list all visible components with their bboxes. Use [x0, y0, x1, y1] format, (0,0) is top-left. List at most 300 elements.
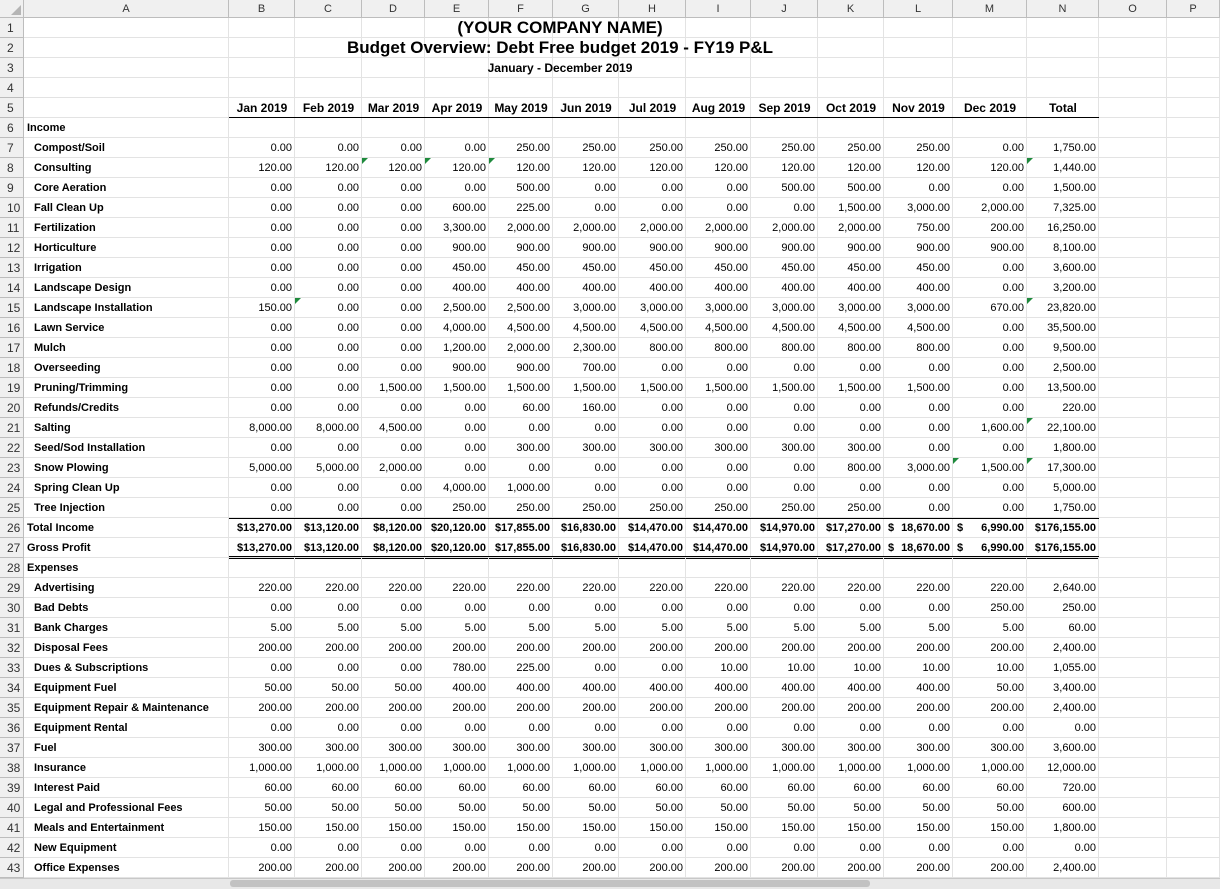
gross-profit-value[interactable]: $13,270.00 — [236, 542, 292, 554]
cell[interactable] — [362, 558, 425, 578]
value-cell[interactable]: 0.00 — [1002, 842, 1024, 854]
cell[interactable] — [1167, 398, 1220, 418]
line-item-label[interactable]: Equipment Rental — [34, 722, 128, 734]
value-cell[interactable]: 0.00 — [661, 422, 683, 434]
value-cell[interactable]: 150.00 — [847, 822, 881, 834]
line-item-label[interactable]: Salting — [34, 422, 71, 434]
value-cell[interactable]: 0.00 — [337, 302, 359, 314]
value-cell[interactable]: 800.00 — [847, 342, 881, 354]
value-cell[interactable]: 0.00 — [928, 422, 950, 434]
value-cell[interactable]: 60.00 — [394, 782, 422, 794]
cell[interactable] — [619, 558, 686, 578]
value-cell[interactable]: 8,000.00 — [249, 422, 292, 434]
value-cell[interactable]: 0.00 — [859, 482, 881, 494]
cell[interactable] — [1167, 438, 1220, 458]
value-cell[interactable]: 4,500.00 — [507, 322, 550, 334]
gross-profit-value[interactable] — [884, 538, 953, 558]
month-header[interactable]: Sep 2019 — [758, 101, 811, 115]
value-cell[interactable]: 60.00 — [331, 782, 359, 794]
cell[interactable] — [1099, 718, 1167, 738]
line-item-label[interactable]: Fertilization — [34, 222, 96, 234]
total-income-value[interactable]: $13,270.00 — [236, 522, 292, 534]
value-cell[interactable]: 500.00 — [847, 182, 881, 194]
value-cell[interactable]: 1,000.00 — [640, 762, 683, 774]
cell[interactable] — [1027, 118, 1099, 138]
cell[interactable] — [1167, 678, 1220, 698]
value-cell[interactable]: 0.00 — [859, 422, 881, 434]
value-cell[interactable]: 300.00 — [582, 442, 616, 454]
line-item-label[interactable]: Equipment Repair & Maintenance — [34, 702, 209, 714]
value-cell[interactable]: 900.00 — [516, 362, 550, 374]
value-cell[interactable]: 0.00 — [1002, 362, 1024, 374]
cell[interactable] — [24, 98, 229, 118]
value-cell[interactable]: 4,500.00 — [705, 322, 748, 334]
value-cell[interactable]: 120.00 — [582, 162, 616, 174]
total-income-value[interactable]: $14,470.00 — [692, 522, 748, 534]
row-header[interactable]: 34 — [0, 678, 24, 698]
value-cell[interactable]: 200.00 — [714, 862, 748, 874]
value-cell[interactable]: 220.00 — [516, 582, 550, 594]
value-cell[interactable]: 4,000.00 — [443, 322, 486, 334]
value-cell[interactable]: 400.00 — [714, 282, 748, 294]
value-cell[interactable]: 0.00 — [337, 502, 359, 514]
month-header[interactable]: Aug 2019 — [691, 101, 746, 115]
line-item-label[interactable]: Pruning/Trimming — [34, 382, 129, 394]
value-cell[interactable]: 1,000.00 — [981, 762, 1024, 774]
value-cell[interactable]: 0.00 — [400, 602, 422, 614]
value-cell[interactable]: 0.00 — [400, 282, 422, 294]
row-header[interactable]: 1 — [0, 18, 24, 38]
cell[interactable] — [1099, 538, 1167, 558]
value-cell[interactable]: 0.00 — [270, 842, 292, 854]
value-cell[interactable]: 5.00 — [726, 622, 748, 634]
value-cell[interactable]: 0.00 — [400, 722, 422, 734]
value-cell[interactable]: 0.00 — [726, 482, 748, 494]
value-cell[interactable]: 0.00 — [661, 602, 683, 614]
value-cell[interactable]: 0.00 — [1002, 402, 1024, 414]
value-cell[interactable]: 3,200.00 — [1053, 282, 1096, 294]
value-cell[interactable]: 1,000.00 — [838, 762, 881, 774]
value-cell[interactable]: 0.00 — [337, 482, 359, 494]
value-cell[interactable]: 5.00 — [594, 622, 616, 634]
value-cell[interactable]: 1,000.00 — [507, 482, 550, 494]
value-cell[interactable]: 0.00 — [793, 602, 815, 614]
value-cell[interactable]: 60.00 — [264, 782, 292, 794]
value-cell[interactable]: 0.00 — [594, 842, 616, 854]
value-cell[interactable]: 0.00 — [726, 722, 748, 734]
row-header[interactable]: 39 — [0, 778, 24, 798]
total-income-value[interactable]: $14,470.00 — [627, 522, 683, 534]
value-cell[interactable]: 4,000.00 — [443, 482, 486, 494]
cell[interactable] — [1099, 158, 1167, 178]
row-header[interactable]: 4 — [0, 78, 24, 98]
gross-profit-value[interactable]: $20,120.00 — [430, 542, 486, 554]
value-cell[interactable]: 0.00 — [661, 462, 683, 474]
value-cell[interactable]: 500.00 — [781, 182, 815, 194]
value-cell[interactable]: 1,500.00 — [838, 202, 881, 214]
value-cell[interactable]: 220.00 — [582, 582, 616, 594]
value-cell[interactable]: 50.00 — [522, 802, 550, 814]
value-cell[interactable]: 50.00 — [394, 682, 422, 694]
value-cell[interactable]: 4,500.00 — [379, 422, 422, 434]
value-cell[interactable]: 5.00 — [859, 622, 881, 634]
value-cell[interactable]: 450.00 — [582, 262, 616, 274]
total-label[interactable]: Total Income — [27, 522, 95, 534]
cell[interactable] — [295, 78, 362, 98]
value-cell[interactable]: 400.00 — [516, 682, 550, 694]
line-item-label[interactable]: Overseeding — [34, 362, 101, 374]
value-cell[interactable]: 0.00 — [464, 402, 486, 414]
cell[interactable] — [1099, 558, 1167, 578]
value-cell[interactable]: 3,300.00 — [443, 222, 486, 234]
cell[interactable] — [1167, 298, 1220, 318]
value-cell[interactable]: 250.00 — [781, 142, 815, 154]
value-cell[interactable]: 300.00 — [714, 442, 748, 454]
month-header[interactable]: Dec 2019 — [963, 101, 1017, 115]
value-cell[interactable]: 200.00 — [452, 702, 486, 714]
cell[interactable] — [1167, 858, 1220, 878]
value-cell[interactable]: 0.00 — [270, 142, 292, 154]
value-cell[interactable]: 200.00 — [990, 702, 1024, 714]
cell[interactable] — [686, 558, 751, 578]
cell[interactable] — [1027, 18, 1099, 38]
total-income-value[interactable]: $17,270.00 — [825, 522, 881, 534]
value-cell[interactable]: 2,400.00 — [1053, 862, 1096, 874]
value-cell[interactable]: 5.00 — [528, 622, 550, 634]
cell[interactable] — [953, 58, 1027, 78]
value-cell[interactable]: 0.00 — [400, 502, 422, 514]
month-header[interactable]: Jan 2019 — [236, 101, 288, 115]
value-cell[interactable]: 0.00 — [400, 182, 422, 194]
value-cell[interactable]: 1,000.00 — [772, 762, 815, 774]
value-cell[interactable]: 200.00 — [582, 642, 616, 654]
value-cell[interactable]: 0.00 — [726, 842, 748, 854]
cell[interactable] — [229, 558, 295, 578]
value-cell[interactable]: 800.00 — [847, 462, 881, 474]
value-cell[interactable]: 0.00 — [400, 202, 422, 214]
cell[interactable] — [1167, 458, 1220, 478]
value-cell[interactable]: 250.00 — [452, 502, 486, 514]
value-cell[interactable]: 0.00 — [337, 842, 359, 854]
cell[interactable] — [751, 118, 818, 138]
value-cell[interactable]: 400.00 — [916, 282, 950, 294]
cell[interactable] — [818, 558, 884, 578]
month-header[interactable]: Mar 2019 — [367, 101, 420, 115]
value-cell[interactable]: 0.00 — [270, 342, 292, 354]
row-header[interactable]: 19 — [0, 378, 24, 398]
column-header-k[interactable]: K — [818, 0, 884, 18]
value-cell[interactable]: 150.00 — [582, 822, 616, 834]
value-cell[interactable]: 0.00 — [400, 302, 422, 314]
value-cell[interactable]: 0.00 — [726, 462, 748, 474]
value-cell[interactable]: 0.00 — [528, 842, 550, 854]
value-cell[interactable]: 300.00 — [990, 742, 1024, 754]
cell[interactable] — [1167, 238, 1220, 258]
value-cell[interactable]: 400.00 — [781, 282, 815, 294]
line-item-label[interactable]: Meals and Entertainment — [34, 822, 165, 834]
row-header[interactable]: 11 — [0, 218, 24, 238]
value-cell[interactable]: 720.00 — [1062, 782, 1096, 794]
value-cell[interactable]: 200.00 — [781, 702, 815, 714]
value-cell[interactable]: 2,000.00 — [379, 462, 422, 474]
gross-profit-value[interactable]: $14,470.00 — [627, 542, 683, 554]
line-item-label[interactable]: Landscape Design — [34, 282, 132, 294]
value-cell[interactable]: 300.00 — [582, 742, 616, 754]
value-cell[interactable]: 3,000.00 — [772, 302, 815, 314]
cell[interactable] — [1167, 778, 1220, 798]
column-header-m[interactable]: M — [953, 0, 1027, 18]
value-cell[interactable]: 3,600.00 — [1053, 742, 1096, 754]
value-cell[interactable]: 150.00 — [781, 822, 815, 834]
row-header[interactable]: 31 — [0, 618, 24, 638]
value-cell[interactable]: 300.00 — [649, 742, 683, 754]
value-cell[interactable]: 200.00 — [516, 862, 550, 874]
row-header[interactable]: 10 — [0, 198, 24, 218]
value-cell[interactable]: 300.00 — [916, 742, 950, 754]
value-cell[interactable]: 900.00 — [649, 242, 683, 254]
row-header[interactable]: 37 — [0, 738, 24, 758]
cell[interactable] — [1099, 118, 1167, 138]
cell[interactable] — [425, 558, 489, 578]
value-cell[interactable]: 1,000.00 — [443, 762, 486, 774]
value-cell[interactable]: 200.00 — [516, 702, 550, 714]
row-header[interactable]: 17 — [0, 338, 24, 358]
column-header-b[interactable]: B — [229, 0, 295, 18]
column-header-i[interactable]: I — [686, 0, 751, 18]
value-cell[interactable]: 0.00 — [337, 142, 359, 154]
value-cell[interactable]: 0.00 — [1002, 382, 1024, 394]
line-item-label[interactable]: Snow Plowing — [34, 462, 109, 474]
value-cell[interactable]: 1,055.00 — [1053, 662, 1096, 674]
cell[interactable] — [1167, 838, 1220, 858]
value-cell[interactable]: 250.00 — [516, 502, 550, 514]
line-item-label[interactable]: Spring Clean Up — [34, 482, 120, 494]
cell[interactable] — [1099, 658, 1167, 678]
cell[interactable] — [1167, 378, 1220, 398]
column-header-e[interactable]: E — [425, 0, 489, 18]
cell[interactable] — [1099, 518, 1167, 538]
value-cell[interactable]: 0.00 — [464, 602, 486, 614]
value-cell[interactable]: 0.00 — [337, 282, 359, 294]
value-cell[interactable]: 0.00 — [859, 842, 881, 854]
value-cell[interactable]: 0.00 — [1002, 342, 1024, 354]
cell[interactable] — [1099, 498, 1167, 518]
total-income-value[interactable]: $8,120.00 — [373, 522, 422, 534]
cell[interactable] — [884, 18, 953, 38]
line-item-label[interactable]: Seed/Sod Installation — [34, 442, 146, 454]
cell[interactable] — [1167, 218, 1220, 238]
cell[interactable] — [1167, 78, 1220, 98]
value-cell[interactable]: 1,000.00 — [379, 762, 422, 774]
value-cell[interactable]: 1,500.00 — [1053, 182, 1096, 194]
value-cell[interactable]: 120.00 — [258, 162, 292, 174]
value-cell[interactable]: 200.00 — [649, 862, 683, 874]
value-cell[interactable]: 0.00 — [270, 502, 292, 514]
value-cell[interactable]: 0.00 — [859, 602, 881, 614]
value-cell[interactable]: 0.00 — [270, 382, 292, 394]
value-cell[interactable]: 0.00 — [270, 262, 292, 274]
column-header-j[interactable]: J — [751, 0, 818, 18]
cell[interactable] — [953, 118, 1027, 138]
value-cell[interactable]: 900.00 — [452, 242, 486, 254]
cell[interactable] — [1167, 338, 1220, 358]
value-cell[interactable]: 220.00 — [258, 582, 292, 594]
value-cell[interactable]: 3,400.00 — [1053, 682, 1096, 694]
cell[interactable] — [1167, 558, 1220, 578]
value-cell[interactable]: 0.00 — [859, 362, 881, 374]
value-cell[interactable]: 50.00 — [787, 802, 815, 814]
value-cell[interactable]: 0.00 — [270, 362, 292, 374]
value-cell[interactable]: 300.00 — [781, 742, 815, 754]
value-cell[interactable]: 300.00 — [781, 442, 815, 454]
value-cell[interactable]: 4,500.00 — [838, 322, 881, 334]
value-cell[interactable]: 150.00 — [452, 822, 486, 834]
value-cell[interactable]: 0.00 — [528, 722, 550, 734]
value-cell[interactable]: 0.00 — [1002, 282, 1024, 294]
value-cell[interactable]: 300.00 — [516, 442, 550, 454]
value-cell[interactable]: 300.00 — [452, 742, 486, 754]
value-cell[interactable]: 5.00 — [464, 622, 486, 634]
value-cell[interactable]: 670.00 — [990, 302, 1024, 314]
value-cell[interactable]: 200.00 — [781, 862, 815, 874]
value-cell[interactable]: 5,000.00 — [316, 462, 359, 474]
value-cell[interactable]: 220.00 — [916, 582, 950, 594]
value-cell[interactable]: 400.00 — [649, 682, 683, 694]
value-cell[interactable]: 5.00 — [928, 622, 950, 634]
cell[interactable] — [229, 118, 295, 138]
cell[interactable] — [1167, 578, 1220, 598]
value-cell[interactable]: 200.00 — [582, 702, 616, 714]
cell[interactable] — [1099, 458, 1167, 478]
cell[interactable] — [1167, 358, 1220, 378]
value-cell[interactable]: 0.00 — [337, 242, 359, 254]
value-cell[interactable]: 5.00 — [400, 622, 422, 634]
value-cell[interactable]: 3,000.00 — [573, 302, 616, 314]
value-cell[interactable]: 0.00 — [400, 442, 422, 454]
cell[interactable] — [1099, 178, 1167, 198]
value-cell[interactable]: 220.00 — [1062, 402, 1096, 414]
value-cell[interactable]: 0.00 — [793, 462, 815, 474]
value-cell[interactable]: 0.00 — [270, 602, 292, 614]
value-cell[interactable]: 800.00 — [781, 342, 815, 354]
cell[interactable] — [1167, 698, 1220, 718]
cell[interactable] — [1099, 758, 1167, 778]
month-header[interactable]: Apr 2019 — [431, 101, 483, 115]
value-cell[interactable]: 200.00 — [990, 222, 1024, 234]
value-cell[interactable]: 5.00 — [793, 622, 815, 634]
value-cell[interactable]: 0.00 — [793, 202, 815, 214]
row-header[interactable]: 32 — [0, 638, 24, 658]
value-cell[interactable]: 0.00 — [337, 362, 359, 374]
value-cell[interactable]: 22,100.00 — [1047, 422, 1096, 434]
value-cell[interactable]: 120.00 — [781, 162, 815, 174]
cell[interactable] — [1027, 58, 1099, 78]
value-cell[interactable]: 200.00 — [388, 862, 422, 874]
value-cell[interactable]: 750.00 — [916, 222, 950, 234]
value-cell[interactable]: 0.00 — [464, 422, 486, 434]
value-cell[interactable]: 250.00 — [990, 602, 1024, 614]
cell[interactable] — [884, 558, 953, 578]
value-cell[interactable]: 0.00 — [594, 662, 616, 674]
value-cell[interactable]: 3,600.00 — [1053, 262, 1096, 274]
value-cell[interactable]: 60.00 — [922, 782, 950, 794]
cell[interactable] — [1099, 238, 1167, 258]
value-cell[interactable]: 1,500.00 — [640, 382, 683, 394]
value-cell[interactable]: 0.00 — [400, 402, 422, 414]
value-cell[interactable]: 3,000.00 — [705, 302, 748, 314]
value-cell[interactable]: 0.00 — [661, 182, 683, 194]
value-cell[interactable]: 400.00 — [649, 282, 683, 294]
value-cell[interactable]: 225.00 — [516, 662, 550, 674]
row-header[interactable]: 2 — [0, 38, 24, 58]
value-cell[interactable]: 160.00 — [582, 402, 616, 414]
cell[interactable] — [1099, 798, 1167, 818]
value-cell[interactable]: 250.00 — [649, 142, 683, 154]
value-cell[interactable]: 50.00 — [655, 802, 683, 814]
cell[interactable] — [1099, 478, 1167, 498]
value-cell[interactable]: 0.00 — [337, 602, 359, 614]
cell[interactable] — [953, 38, 1027, 58]
cell[interactable] — [1099, 78, 1167, 98]
cell[interactable] — [425, 78, 489, 98]
value-cell[interactable]: 50.00 — [264, 682, 292, 694]
value-cell[interactable]: 900.00 — [990, 242, 1024, 254]
value-cell[interactable]: 2,300.00 — [573, 342, 616, 354]
row-header[interactable]: 28 — [0, 558, 24, 578]
value-cell[interactable]: 0.00 — [337, 322, 359, 334]
value-cell[interactable]: 200.00 — [388, 642, 422, 654]
value-cell[interactable]: 0.00 — [928, 502, 950, 514]
cell[interactable] — [1099, 818, 1167, 838]
row-header[interactable]: 29 — [0, 578, 24, 598]
value-cell[interactable]: 2,000.00 — [772, 222, 815, 234]
value-cell[interactable]: 1,500.00 — [443, 382, 486, 394]
line-item-label[interactable]: Fall Clean Up — [34, 202, 104, 214]
value-cell[interactable]: 700.00 — [582, 362, 616, 374]
cell[interactable] — [1167, 258, 1220, 278]
cell[interactable] — [1099, 638, 1167, 658]
value-cell[interactable]: 2,000.00 — [507, 342, 550, 354]
value-cell[interactable]: 0.00 — [1002, 182, 1024, 194]
row-header[interactable]: 20 — [0, 398, 24, 418]
cell[interactable] — [1167, 658, 1220, 678]
value-cell[interactable]: 0.00 — [726, 422, 748, 434]
horizontal-scrollbar[interactable] — [0, 878, 1220, 889]
value-cell[interactable]: 250.00 — [1062, 602, 1096, 614]
value-cell[interactable]: 0.00 — [270, 442, 292, 454]
line-item-label[interactable]: Consulting — [34, 162, 92, 174]
value-cell[interactable]: 1,000.00 — [507, 762, 550, 774]
value-cell[interactable]: 300.00 — [325, 742, 359, 754]
cell[interactable] — [425, 118, 489, 138]
line-item-label[interactable]: Compost/Soil — [34, 142, 105, 154]
value-cell[interactable]: 1,500.00 — [772, 382, 815, 394]
value-cell[interactable]: 0.00 — [594, 602, 616, 614]
value-cell[interactable]: 120.00 — [516, 162, 550, 174]
value-cell[interactable]: 1,200.00 — [443, 342, 486, 354]
value-cell[interactable]: 23,820.00 — [1047, 302, 1096, 314]
cell[interactable] — [884, 78, 953, 98]
value-cell[interactable]: 5,000.00 — [1053, 482, 1096, 494]
value-cell[interactable]: 17,300.00 — [1047, 462, 1096, 474]
line-item-label[interactable]: Dues & Subscriptions — [34, 662, 149, 674]
value-cell[interactable]: 50.00 — [588, 802, 616, 814]
value-cell[interactable]: 400.00 — [516, 282, 550, 294]
value-cell[interactable]: 120.00 — [847, 162, 881, 174]
value-cell[interactable]: 0.00 — [270, 402, 292, 414]
gross-profit-value[interactable]: $14,470.00 — [692, 542, 748, 554]
value-cell[interactable]: 0.00 — [661, 662, 683, 674]
